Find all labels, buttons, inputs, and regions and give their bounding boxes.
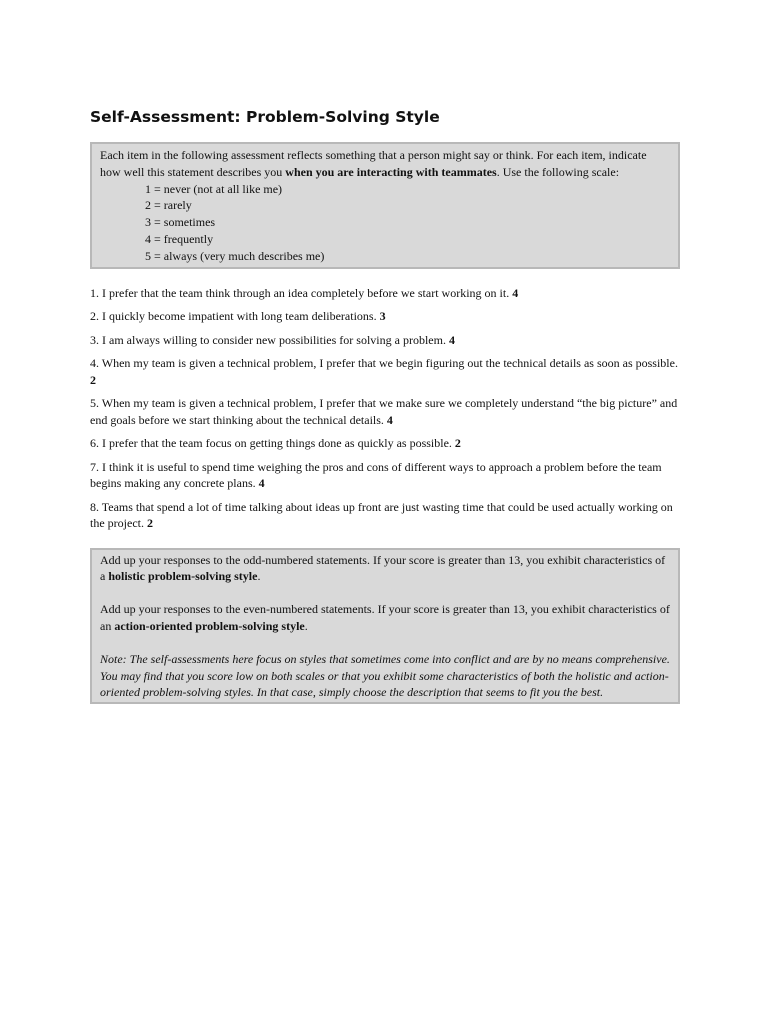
instructions-text-start: Each item in the following assessment reflects something that a person might say or think. For each item, indicate how well this statement describes you: [100, 148, 647, 179]
instructions-box: [90, 142, 680, 269]
assessment-items: [90, 285, 680, 532]
assessment-item: [90, 459, 680, 492]
odd-scoring-end: .: [257, 569, 261, 584]
scale-item: 3 = sometimes: [145, 215, 216, 230]
scoring-box: [90, 548, 680, 705]
document-page: [90, 108, 680, 704]
even-scoring-start: Add up your responses to the even-numbered statements. If your score is greater than 13, you exhibit characteristics of an: [100, 602, 670, 633]
scale-item: 5 = always (very much describes me): [145, 248, 325, 263]
odd-scoring-start: Add up your responses to the odd-numbered statements. If your score is greater than 13, you exhibit characteristics of a: [100, 552, 666, 584]
item-score: 2: [146, 516, 153, 531]
even-scoring-text: [100, 601, 670, 635]
action-oriented-style-label: action-oriented problem-solving style: [114, 618, 305, 633]
assessment-item: [90, 499, 680, 532]
assessment-item: [90, 395, 680, 428]
assessment-item: [90, 435, 680, 452]
scale-item: 2 = rarely: [145, 198, 192, 213]
item-text: 1. I prefer that the team think through an idea completely before we start working on it.: [90, 285, 510, 300]
item-score: 4: [512, 285, 519, 300]
even-scoring-end: .: [304, 618, 308, 633]
odd-scoring-text: [100, 552, 670, 586]
instructions-emphasis: when you are interacting with teammates: [285, 164, 497, 179]
item-text: 6. I prefer that the team focus on getting things done as quickly as possible.: [90, 436, 452, 451]
item-score: 2: [454, 436, 461, 451]
item-score: 4: [386, 412, 393, 427]
item-score: 2: [90, 372, 96, 387]
assessment-item: [90, 355, 680, 388]
holistic-style-label: holistic problem-solving style: [108, 569, 258, 584]
item-text: 5. When my team is given a technical problem, I prefer that we make sure we completely understand “the big picture” and end goals before we start thinking about the technical details.: [90, 396, 678, 427]
assessment-item: [90, 285, 680, 302]
item-score: 4: [448, 332, 455, 347]
assessment-item: [90, 332, 680, 349]
item-text: 3. I am always willing to consider new possibilities for solving a problem.: [90, 332, 446, 347]
scale-item: 4 = frequently: [145, 231, 214, 246]
instructions-text: [100, 147, 670, 181]
scale-item: 1 = never (not at all like me): [145, 181, 283, 196]
item-text: 2. I quickly become impatient with long team deliberations.: [90, 309, 377, 324]
item-score: 3: [379, 309, 386, 324]
note-text: Note: The self-assessments here focus on styles that sometimes come into conflict and are by no means comprehensive. You may find that you score low on both scales or that you exhibit some characteristics of both the holistic and action-oriented problem-solving styles. In that case, simply choose the description that seems to fit you the best.: [100, 651, 670, 700]
item-text: 7. I think it is useful to spend time weighing the pros and cons of different ways to approach a problem before the team begins making any concrete plans.: [90, 459, 662, 491]
rating-scale: [145, 181, 670, 265]
page-title: Self-Assessment: Problem-Solving Style: [90, 108, 440, 126]
item-text: 4. When my team is given a technical problem, I prefer that we begin figuring out the technical details as soon as possible.: [90, 356, 678, 371]
item-score: 4: [258, 476, 265, 491]
instructions-text-end: . Use the following scale:: [496, 164, 620, 179]
item-text: 8. Teams that spend a lot of time talking about ideas up front are just wasting time that could be used actually working on the project.: [90, 499, 673, 531]
assessment-item: [90, 308, 680, 325]
